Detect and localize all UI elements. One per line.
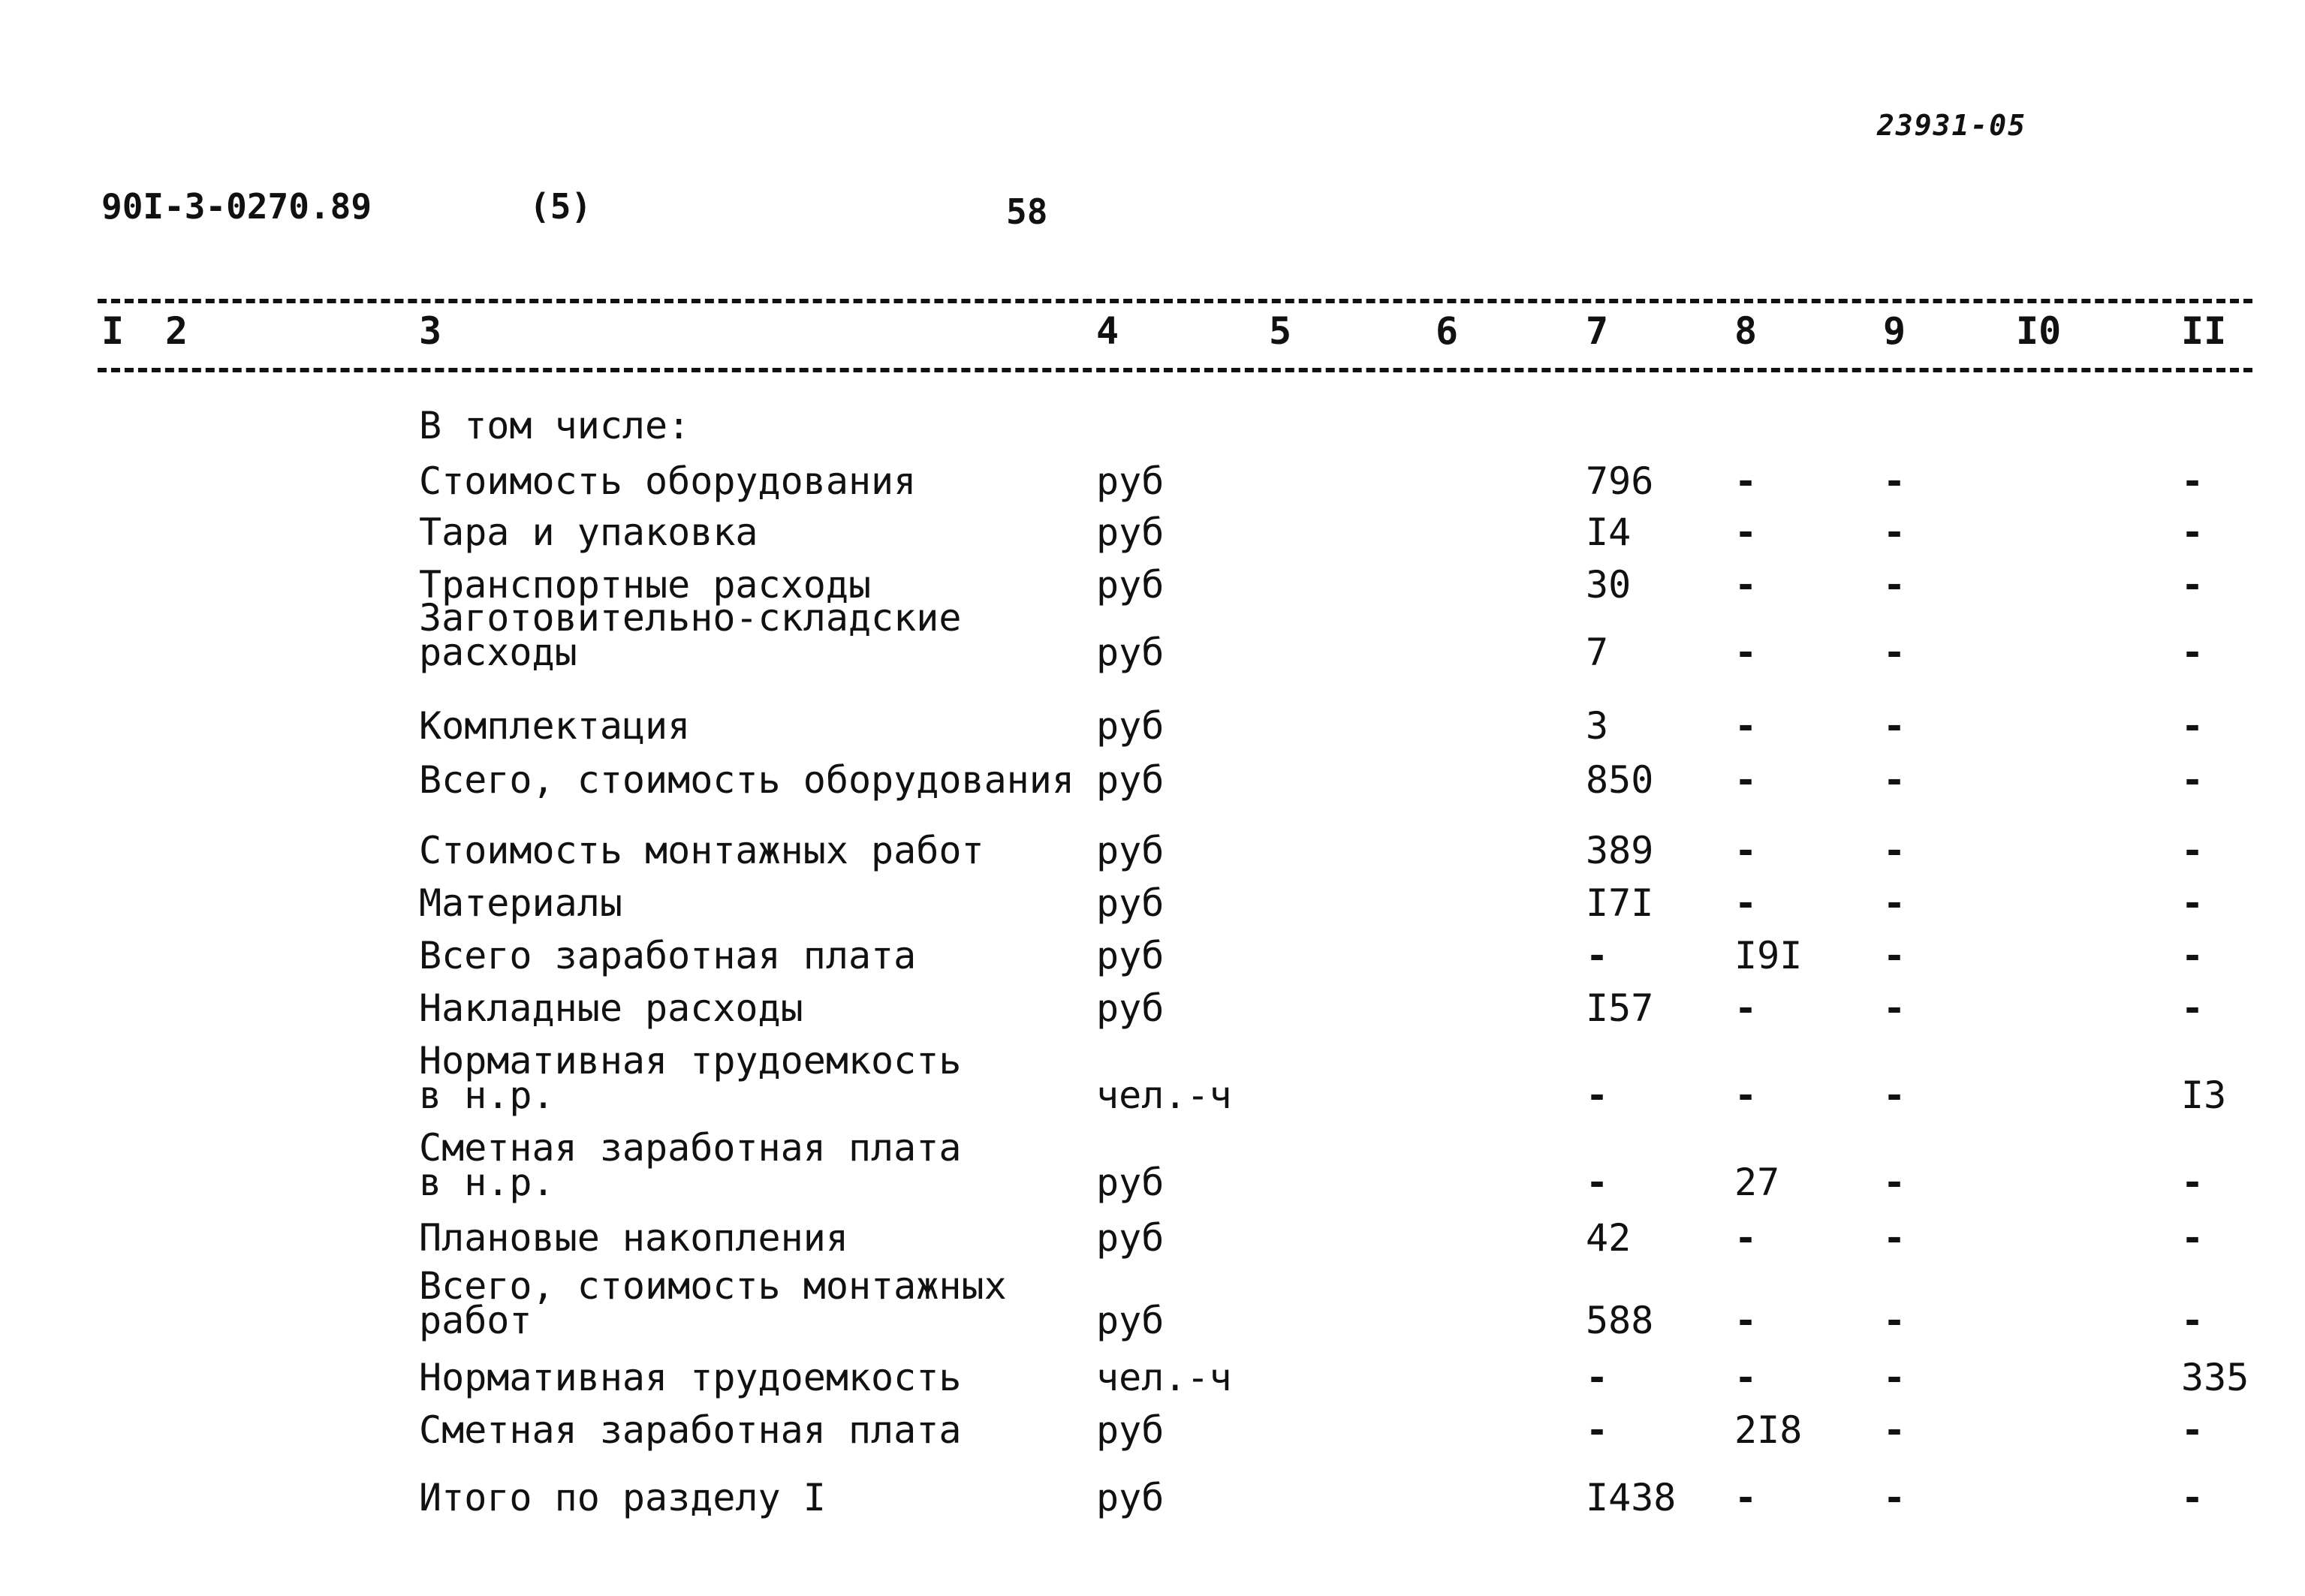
row-value-c8: - [1734,986,1758,1030]
row-value-c8: - [1734,881,1758,925]
row-value-c7: I438 [1586,1476,1677,1519]
row-value-c8: - [1734,829,1758,872]
row-unit: руб [1096,829,1165,872]
column-header-9: 9 [1883,309,1906,353]
row-value-c7: - [1586,934,1609,977]
row-value-c9: - [1883,1074,1906,1117]
row-name: Всего, стоимость оборудования [419,758,1074,802]
row-name: расходы [419,631,577,674]
row-value-c9: - [1883,510,1906,554]
row-value-c9: - [1883,881,1906,925]
row-value-c8: - [1734,563,1758,607]
row-value-c8: I9I [1734,934,1803,977]
row-value-c11: - [2181,934,2204,977]
row-value-c9: - [1883,986,1906,1030]
row-name: Плановые накопления [419,1216,848,1260]
row-name: Сметная заработная плата [419,1126,962,1170]
row-name: Нормативная трудоемкость [419,1039,962,1083]
row-value-c11: - [2181,1408,2204,1452]
row-value-c7: I57 [1586,986,1654,1030]
row-value-c11: - [2181,986,2204,1030]
row-name: в н.р. [419,1074,555,1117]
row-value-c8: - [1734,631,1758,674]
row-value-c11: - [2181,631,2204,674]
row-value-c9: - [1883,704,1906,748]
document-number: 90I-3-0270.89 [101,186,372,227]
row-value-c7: 42 [1586,1216,1632,1260]
row-value-c8: - [1734,1476,1758,1519]
row-value-c8: - [1734,758,1758,802]
row-name: в н.р. [419,1161,555,1204]
row-value-c8: - [1734,510,1758,554]
column-header-3: 3 [419,309,442,353]
row-unit: руб [1096,881,1165,925]
row-value-c7: I7I [1586,881,1654,925]
row-value-c9: - [1883,1161,1906,1204]
row-value-c7: I4 [1586,510,1632,554]
row-value-c11: - [2181,459,2204,503]
column-header-11: II [2181,309,2227,353]
column-header-7: 7 [1586,309,1609,353]
row-value-c7: - [1586,1408,1609,1452]
row-value-c11: 335 [2181,1356,2249,1399]
row-unit: чел.-ч [1096,1074,1232,1117]
row-value-c9: - [1883,829,1906,872]
row-name: Транспортные расходы [419,563,872,607]
row-value-c11: - [2181,563,2204,607]
column-header-6: 6 [1436,309,1459,353]
column-header-4: 4 [1096,309,1119,353]
row-value-c9: - [1883,934,1906,977]
row-value-c9: - [1883,1216,1906,1260]
row-value-c9: - [1883,459,1906,503]
row-unit: руб [1096,1299,1165,1342]
column-header-5: 5 [1269,309,1292,353]
row-value-c11: - [2181,1299,2204,1342]
column-header-2: 2 [165,309,188,353]
row-value-c9: - [1883,1476,1906,1519]
row-value-c7: - [1586,1074,1609,1117]
row-unit: руб [1096,1216,1165,1260]
row-unit: руб [1096,986,1165,1030]
row-value-c9: - [1883,1408,1906,1452]
section-label: В том числе: [419,404,691,447]
page-number: 58 [1006,191,1048,232]
row-unit: руб [1096,934,1165,977]
row-unit: руб [1096,704,1165,748]
row-value-c7: 588 [1586,1299,1654,1342]
bottom-dashed-rule [98,368,2252,372]
row-value-c7: - [1586,1356,1609,1399]
row-value-c8: - [1734,1074,1758,1117]
document-part: (5) [529,186,592,227]
row-value-c8: - [1734,1299,1758,1342]
row-value-c7: 850 [1586,758,1654,802]
row-name: Итого по разделу I [419,1476,826,1519]
row-unit: руб [1096,510,1165,554]
row-unit: руб [1096,1476,1165,1519]
row-value-c11: - [2181,1216,2204,1260]
row-value-c11: - [2181,829,2204,872]
row-name: Стоимость монтажных работ [419,829,984,872]
column-header-1: I [101,309,125,353]
row-value-c7: - [1586,1161,1609,1204]
row-value-c9: - [1883,1299,1906,1342]
row-name: Материалы [419,881,622,925]
row-name: Всего заработная плата [419,934,917,977]
archive-stamp: 23931-05 [1877,109,2027,142]
row-name: Всего, стоимость монтажных [419,1264,1007,1308]
row-unit: руб [1096,459,1165,503]
row-value-c9: - [1883,563,1906,607]
row-unit: руб [1096,1161,1165,1204]
row-value-c7: 389 [1586,829,1654,872]
row-name: Стоимость оборудования [419,459,917,503]
row-unit: руб [1096,563,1165,607]
row-unit: руб [1096,758,1165,802]
row-name: Комплектация [419,704,691,748]
row-value-c11: - [2181,704,2204,748]
row-name: работ [419,1299,532,1342]
row-name: Накладные расходы [419,986,803,1030]
row-value-c8: 2I8 [1734,1408,1803,1452]
row-value-c11: - [2181,881,2204,925]
row-name: Заготовительно-складские [419,596,962,640]
row-name: Нормативная трудоемкость [419,1356,962,1399]
row-value-c8: - [1734,704,1758,748]
row-value-c11: - [2181,758,2204,802]
top-dashed-rule [98,299,2252,303]
row-value-c11: - [2181,1476,2204,1519]
row-value-c8: - [1734,1356,1758,1399]
row-unit: чел.-ч [1096,1356,1232,1399]
column-header-8: 8 [1734,309,1758,353]
row-value-c7: 7 [1586,631,1609,674]
row-value-c11: I3 [2181,1074,2227,1117]
row-value-c9: - [1883,631,1906,674]
row-value-c9: - [1883,1356,1906,1399]
column-header-10: I0 [2016,309,2062,353]
row-value-c7: 30 [1586,563,1632,607]
row-unit: руб [1096,1408,1165,1452]
row-value-c7: 796 [1586,459,1654,503]
row-value-c8: - [1734,459,1758,503]
row-value-c8: - [1734,1216,1758,1260]
row-value-c11: - [2181,1161,2204,1204]
row-value-c8: 27 [1734,1161,1780,1204]
row-value-c11: - [2181,510,2204,554]
row-unit: руб [1096,631,1165,674]
row-value-c7: 3 [1586,704,1609,748]
row-name: Сметная заработная плата [419,1408,962,1452]
row-value-c9: - [1883,758,1906,802]
row-name: Тара и упаковка [419,510,758,554]
